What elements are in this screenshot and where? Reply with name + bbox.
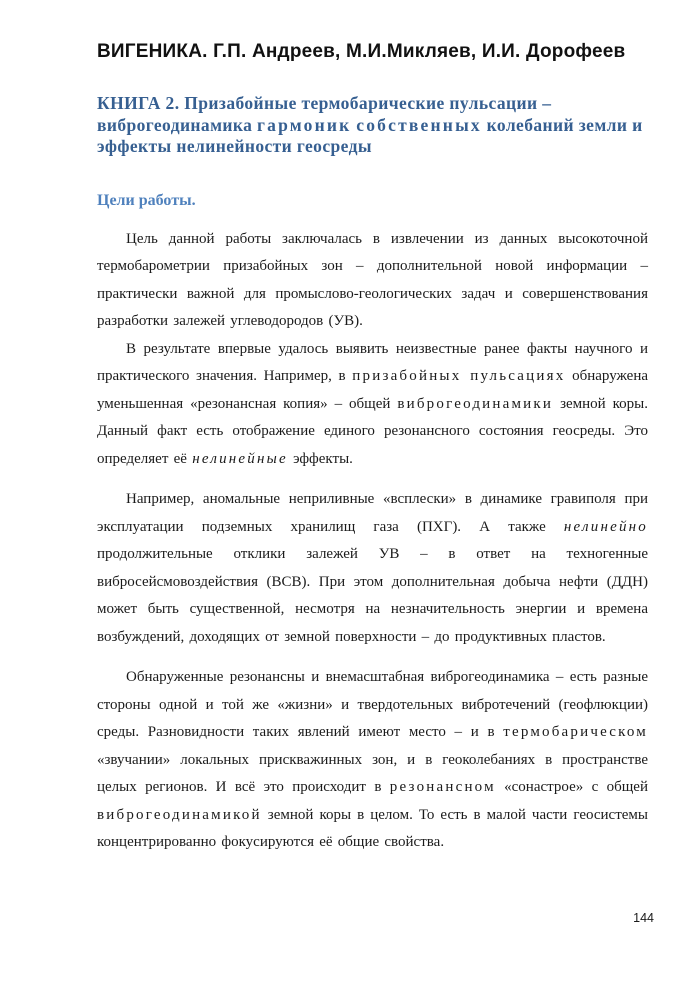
paragraph-conclusion: Обнаруженные резонансны и внемасштабная виброгеодинамика – есть разные стороны одной и той же «жизни» и твердотельных вибротечений (геофлюкции) среды. Разновидности таких явлений имеют место – и в термобарическом «звучании» локальных прискважинных зон, и в геоколебаниях в пространстве целых регионов. И всё это происходит в резонансном «сонастрое» с общей виброгеодинамикой земной коры в целом. То есть в малой части геосистемы концентрированно фокусируются её общие свойства. (97, 669, 648, 850)
document-body (97, 226, 648, 857)
page-number: 144 (633, 911, 654, 925)
paragraph-goal: Цель данной работы заключалась в извлечении из данных высокоточной термобарометрии призабойных зон – дополнительной новой информации – практически важной для промыслово-геологических задач и совершенствования разработки залежей углеводородов (УВ). (97, 230, 648, 329)
paragraph-examples: Например, аномальные неприливные «всплески» в динамике гравиполя при эксплуатации подземных хранилищ газа (ПХГ). А также нелинейно продолжительные отклики залежей УВ – в ответ на техногенные вибросейсмовоздействия (ВСВ). При этом дополнительная добыча нефти (ДДН) может быть существенной, несмотря на незначительность энергии и времена возбуждений, доходящих от земной поверхности – до продуктивных пластов. (97, 491, 648, 645)
section-subheading: Цели работы. (97, 191, 196, 209)
document-author-title: ВИГЕНИКА. Г.П. Андреев, М.И.Микляев, И.И. Дорофеев (97, 41, 626, 62)
paragraph-results: В результате впервые удалось выявить неизвестные ранее факты научного и практического значения. Например, в призабойных пульсациях обнаружена уменьшенная «резонансная копия» – общей виброгеодинамики земной коры. Данный факт есть отображение единого резонансного состояния геосреды. Это определяет её нелинейные эффекты. (97, 340, 649, 467)
document-content (97, 41, 648, 857)
book-heading: КНИГА 2. Призабойные термобарические пульсации – виброгеодинамика гармоник собственных колебаний земли и эффекты нелинейности геосреды (97, 93, 643, 156)
